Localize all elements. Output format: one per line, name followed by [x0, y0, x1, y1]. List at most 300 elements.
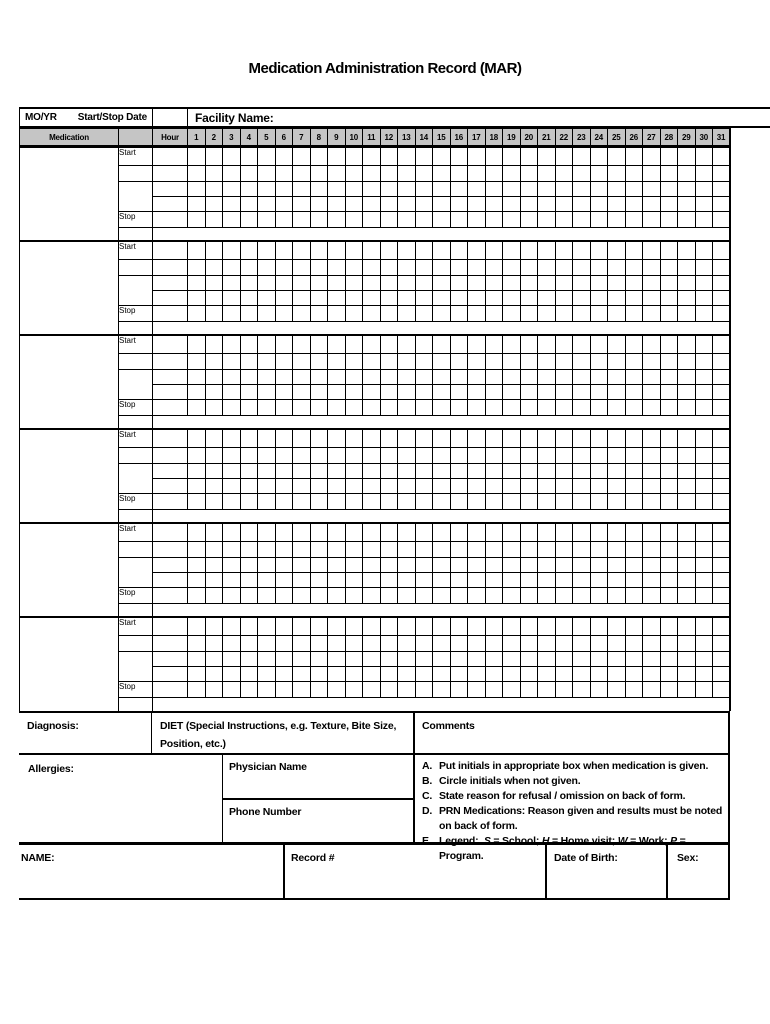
day-cell-block3-r4-day27[interactable]: [643, 385, 661, 400]
day-cell-block3-r3-day12[interactable]: [380, 370, 398, 385]
day-cell-block6-r5-day9[interactable]: [328, 682, 346, 698]
day-cell-block6-r5-day6[interactable]: [275, 682, 293, 698]
day-cell-block4-r4-day28[interactable]: [660, 479, 678, 494]
day-cell-block2-r5-day16[interactable]: [450, 306, 468, 322]
day-cell-block6-r1-day1[interactable]: [188, 617, 206, 636]
day-cell-block1-r4-day8[interactable]: [310, 197, 328, 212]
day-cell-block3-r4-day16[interactable]: [450, 385, 468, 400]
day-cell-block6-r3-day15[interactable]: [433, 652, 451, 667]
day-cell-block6-r3-day9[interactable]: [328, 652, 346, 667]
spacer-cell[interactable]: [153, 322, 731, 335]
day-cell-block5-r2-day23[interactable]: [573, 542, 591, 558]
day-cell-block5-r2-day15[interactable]: [433, 542, 451, 558]
hour-cell[interactable]: [153, 385, 188, 400]
day-cell-block3-r2-day4[interactable]: [240, 354, 258, 370]
day-cell-block2-r3-day1[interactable]: [188, 276, 206, 291]
day-cell-block4-r1-day16[interactable]: [450, 429, 468, 448]
day-cell-block2-r3-day5[interactable]: [258, 276, 276, 291]
day-cell-block5-r3-day14[interactable]: [415, 558, 433, 573]
day-cell-block5-r5-day14[interactable]: [415, 588, 433, 604]
day-cell-block5-r5-day28[interactable]: [660, 588, 678, 604]
day-cell-block5-r1-day14[interactable]: [415, 523, 433, 542]
day-cell-block5-r1-day31[interactable]: [713, 523, 731, 542]
day-cell-block5-r4-day13[interactable]: [398, 573, 416, 588]
day-cell-block5-r2-day1[interactable]: [188, 542, 206, 558]
day-cell-block6-r5-day12[interactable]: [380, 682, 398, 698]
day-cell-block1-r5-day14[interactable]: [415, 212, 433, 228]
day-cell-block1-r5-day16[interactable]: [450, 212, 468, 228]
day-cell-block3-r1-day18[interactable]: [485, 335, 503, 354]
day-cell-block6-r5-day19[interactable]: [503, 682, 521, 698]
day-cell-block6-r4-day26[interactable]: [625, 667, 643, 682]
day-cell-block4-r2-day14[interactable]: [415, 448, 433, 464]
day-cell-block2-r5-day3[interactable]: [223, 306, 241, 322]
day-cell-block6-r1-day13[interactable]: [398, 617, 416, 636]
date-of-birth-field[interactable]: [547, 845, 668, 898]
day-cell-block3-r4-day19[interactable]: [503, 385, 521, 400]
day-cell-block4-r3-day24[interactable]: [590, 464, 608, 479]
day-cell-block6-r4-day24[interactable]: [590, 667, 608, 682]
day-cell-block1-r3-day31[interactable]: [713, 182, 731, 197]
day-cell-block5-r5-day27[interactable]: [643, 588, 661, 604]
day-cell-block1-r5-day22[interactable]: [555, 212, 573, 228]
day-cell-block1-r3-day25[interactable]: [608, 182, 626, 197]
day-cell-block1-r4-day11[interactable]: [363, 197, 381, 212]
day-cell-block5-r3-day18[interactable]: [485, 558, 503, 573]
day-cell-block2-r4-day14[interactable]: [415, 291, 433, 306]
day-cell-block2-r2-day29[interactable]: [678, 260, 696, 276]
day-cell-block6-r2-day2[interactable]: [205, 636, 223, 652]
day-cell-block2-r3-day28[interactable]: [660, 276, 678, 291]
day-cell-block3-r4-day2[interactable]: [205, 385, 223, 400]
day-cell-block2-r3-day21[interactable]: [538, 276, 556, 291]
day-cell-block2-r5-day30[interactable]: [695, 306, 713, 322]
day-cell-block6-r5-day3[interactable]: [223, 682, 241, 698]
day-cell-block6-r1-day26[interactable]: [625, 617, 643, 636]
day-cell-block1-r1-day22[interactable]: [555, 147, 573, 166]
day-cell-block5-r1-day5[interactable]: [258, 523, 276, 542]
day-cell-block3-r4-day23[interactable]: [573, 385, 591, 400]
hour-cell[interactable]: [153, 291, 188, 306]
day-cell-block2-r1-day4[interactable]: [240, 241, 258, 260]
day-cell-block1-r5-day1[interactable]: [188, 212, 206, 228]
day-cell-block1-r2-day26[interactable]: [625, 166, 643, 182]
day-cell-block3-r2-day22[interactable]: [555, 354, 573, 370]
day-cell-block4-r1-day2[interactable]: [205, 429, 223, 448]
day-cell-block6-r1-day4[interactable]: [240, 617, 258, 636]
day-cell-block2-r4-day24[interactable]: [590, 291, 608, 306]
day-cell-block4-r4-day12[interactable]: [380, 479, 398, 494]
day-cell-block5-r3-day25[interactable]: [608, 558, 626, 573]
day-cell-block4-r5-day20[interactable]: [520, 494, 538, 510]
day-cell-block6-r1-day2[interactable]: [205, 617, 223, 636]
day-cell-block2-r4-day12[interactable]: [380, 291, 398, 306]
day-cell-block4-r3-day22[interactable]: [555, 464, 573, 479]
day-cell-block4-r3-day10[interactable]: [345, 464, 363, 479]
day-cell-block3-r2-day10[interactable]: [345, 354, 363, 370]
day-cell-block4-r2-day5[interactable]: [258, 448, 276, 464]
day-cell-block5-r1-day1[interactable]: [188, 523, 206, 542]
day-cell-block2-r2-day19[interactable]: [503, 260, 521, 276]
day-cell-block5-r1-day23[interactable]: [573, 523, 591, 542]
day-cell-block4-r4-day8[interactable]: [310, 479, 328, 494]
day-cell-block2-r1-day20[interactable]: [520, 241, 538, 260]
day-cell-block5-r3-day27[interactable]: [643, 558, 661, 573]
day-cell-block6-r3-day5[interactable]: [258, 652, 276, 667]
day-cell-block1-r3-day13[interactable]: [398, 182, 416, 197]
day-cell-block5-r1-day3[interactable]: [223, 523, 241, 542]
day-cell-block4-r1-day8[interactable]: [310, 429, 328, 448]
day-cell-block2-r4-day21[interactable]: [538, 291, 556, 306]
day-cell-block2-r1-day28[interactable]: [660, 241, 678, 260]
day-cell-block3-r3-day19[interactable]: [503, 370, 521, 385]
day-cell-block1-r5-day2[interactable]: [205, 212, 223, 228]
day-cell-block3-r5-day9[interactable]: [328, 400, 346, 416]
day-cell-block6-r5-day8[interactable]: [310, 682, 328, 698]
day-cell-block1-r2-day30[interactable]: [695, 166, 713, 182]
day-cell-block5-r1-day10[interactable]: [345, 523, 363, 542]
day-cell-block1-r4-day1[interactable]: [188, 197, 206, 212]
day-cell-block3-r3-day11[interactable]: [363, 370, 381, 385]
day-cell-block1-r3-day12[interactable]: [380, 182, 398, 197]
day-cell-block4-r1-day9[interactable]: [328, 429, 346, 448]
day-cell-block2-r1-day24[interactable]: [590, 241, 608, 260]
day-cell-block4-r3-day20[interactable]: [520, 464, 538, 479]
day-cell-block4-r5-day26[interactable]: [625, 494, 643, 510]
day-cell-block6-r1-day10[interactable]: [345, 617, 363, 636]
day-cell-block4-r2-day22[interactable]: [555, 448, 573, 464]
day-cell-block6-r1-day8[interactable]: [310, 617, 328, 636]
day-cell-block6-r2-day12[interactable]: [380, 636, 398, 652]
day-cell-block4-r1-day13[interactable]: [398, 429, 416, 448]
blank-label-cell[interactable]: [119, 182, 153, 212]
day-cell-block1-r3-day18[interactable]: [485, 182, 503, 197]
day-cell-block3-r5-day17[interactable]: [468, 400, 486, 416]
day-cell-block6-r5-day13[interactable]: [398, 682, 416, 698]
day-cell-block2-r2-day18[interactable]: [485, 260, 503, 276]
day-cell-block6-r3-day6[interactable]: [275, 652, 293, 667]
day-cell-block6-r2-day20[interactable]: [520, 636, 538, 652]
day-cell-block2-r4-day19[interactable]: [503, 291, 521, 306]
day-cell-block5-r5-day8[interactable]: [310, 588, 328, 604]
day-cell-block3-r4-day13[interactable]: [398, 385, 416, 400]
day-cell-block4-r4-day9[interactable]: [328, 479, 346, 494]
day-cell-block1-r2-day8[interactable]: [310, 166, 328, 182]
day-cell-block5-r1-day24[interactable]: [590, 523, 608, 542]
day-cell-block2-r5-day5[interactable]: [258, 306, 276, 322]
day-cell-block4-r2-day24[interactable]: [590, 448, 608, 464]
blank-label-cell[interactable]: [119, 322, 153, 335]
day-cell-block4-r5-day4[interactable]: [240, 494, 258, 510]
day-cell-block3-r2-day14[interactable]: [415, 354, 433, 370]
day-cell-block3-r3-day15[interactable]: [433, 370, 451, 385]
day-cell-block1-r4-day18[interactable]: [485, 197, 503, 212]
day-cell-block6-r1-day15[interactable]: [433, 617, 451, 636]
hour-cell[interactable]: [153, 306, 188, 322]
day-cell-block2-r1-day18[interactable]: [485, 241, 503, 260]
day-cell-block1-r1-day14[interactable]: [415, 147, 433, 166]
day-cell-block2-r3-day24[interactable]: [590, 276, 608, 291]
day-cell-block5-r4-day18[interactable]: [485, 573, 503, 588]
day-cell-block5-r3-day26[interactable]: [625, 558, 643, 573]
day-cell-block5-r3-day8[interactable]: [310, 558, 328, 573]
blank-label-cell[interactable]: [119, 698, 153, 711]
day-cell-block2-r3-day25[interactable]: [608, 276, 626, 291]
day-cell-block3-r3-day4[interactable]: [240, 370, 258, 385]
day-cell-block5-r4-day21[interactable]: [538, 573, 556, 588]
day-cell-block6-r4-day2[interactable]: [205, 667, 223, 682]
day-cell-block2-r3-day9[interactable]: [328, 276, 346, 291]
day-cell-block2-r1-day19[interactable]: [503, 241, 521, 260]
day-cell-block4-r4-day18[interactable]: [485, 479, 503, 494]
comments-field[interactable]: [415, 713, 728, 753]
day-cell-block2-r2-day24[interactable]: [590, 260, 608, 276]
day-cell-block5-r3-day9[interactable]: [328, 558, 346, 573]
day-cell-block2-r3-day19[interactable]: [503, 276, 521, 291]
day-cell-block3-r2-day9[interactable]: [328, 354, 346, 370]
day-cell-block1-r2-day19[interactable]: [503, 166, 521, 182]
day-cell-block1-r1-day3[interactable]: [223, 147, 241, 166]
day-cell-block5-r2-day28[interactable]: [660, 542, 678, 558]
day-cell-block4-r1-day19[interactable]: [503, 429, 521, 448]
day-cell-block5-r2-day14[interactable]: [415, 542, 433, 558]
day-cell-block4-r3-day29[interactable]: [678, 464, 696, 479]
day-cell-block5-r2-day30[interactable]: [695, 542, 713, 558]
day-cell-block1-r5-day4[interactable]: [240, 212, 258, 228]
day-cell-block4-r2-day27[interactable]: [643, 448, 661, 464]
day-cell-block5-r4-day17[interactable]: [468, 573, 486, 588]
day-cell-block6-r3-day18[interactable]: [485, 652, 503, 667]
day-cell-block4-r1-day14[interactable]: [415, 429, 433, 448]
day-cell-block6-r5-day26[interactable]: [625, 682, 643, 698]
day-cell-block5-r5-day19[interactable]: [503, 588, 521, 604]
day-cell-block5-r1-day9[interactable]: [328, 523, 346, 542]
day-cell-block5-r2-day8[interactable]: [310, 542, 328, 558]
day-cell-block4-r4-day15[interactable]: [433, 479, 451, 494]
day-cell-block1-r3-day30[interactable]: [695, 182, 713, 197]
day-cell-block6-r1-day16[interactable]: [450, 617, 468, 636]
day-cell-block6-r2-day11[interactable]: [363, 636, 381, 652]
day-cell-block1-r3-day26[interactable]: [625, 182, 643, 197]
day-cell-block5-r1-day18[interactable]: [485, 523, 503, 542]
day-cell-block3-r5-day23[interactable]: [573, 400, 591, 416]
day-cell-block5-r1-day20[interactable]: [520, 523, 538, 542]
day-cell-block5-r5-day20[interactable]: [520, 588, 538, 604]
day-cell-block3-r2-day21[interactable]: [538, 354, 556, 370]
day-cell-block5-r2-day10[interactable]: [345, 542, 363, 558]
day-cell-block5-r3-day28[interactable]: [660, 558, 678, 573]
day-cell-block6-r2-day5[interactable]: [258, 636, 276, 652]
day-cell-block6-r2-day16[interactable]: [450, 636, 468, 652]
day-cell-block3-r4-day9[interactable]: [328, 385, 346, 400]
day-cell-block4-r3-day15[interactable]: [433, 464, 451, 479]
hour-cell[interactable]: [153, 617, 188, 636]
day-cell-block6-r2-day24[interactable]: [590, 636, 608, 652]
day-cell-block5-r4-day5[interactable]: [258, 573, 276, 588]
day-cell-block6-r5-day24[interactable]: [590, 682, 608, 698]
day-cell-block5-r4-day4[interactable]: [240, 573, 258, 588]
day-cell-block6-r5-day5[interactable]: [258, 682, 276, 698]
day-cell-block6-r5-day15[interactable]: [433, 682, 451, 698]
day-cell-block1-r3-day9[interactable]: [328, 182, 346, 197]
day-cell-block6-r5-day4[interactable]: [240, 682, 258, 698]
day-cell-block2-r1-day14[interactable]: [415, 241, 433, 260]
day-cell-block5-r5-day24[interactable]: [590, 588, 608, 604]
day-cell-block3-r2-day3[interactable]: [223, 354, 241, 370]
day-cell-block1-r4-day17[interactable]: [468, 197, 486, 212]
day-cell-block3-r1-day11[interactable]: [363, 335, 381, 354]
day-cell-block1-r4-day30[interactable]: [695, 197, 713, 212]
day-cell-block1-r2-day11[interactable]: [363, 166, 381, 182]
day-cell-block4-r5-day7[interactable]: [293, 494, 311, 510]
day-cell-block4-r2-day20[interactable]: [520, 448, 538, 464]
day-cell-block5-r2-day22[interactable]: [555, 542, 573, 558]
day-cell-block3-r2-day17[interactable]: [468, 354, 486, 370]
day-cell-block1-r4-day5[interactable]: [258, 197, 276, 212]
day-cell-block1-r4-day22[interactable]: [555, 197, 573, 212]
day-cell-block3-r3-day13[interactable]: [398, 370, 416, 385]
day-cell-block5-r3-day22[interactable]: [555, 558, 573, 573]
day-cell-block2-r5-day2[interactable]: [205, 306, 223, 322]
day-cell-block3-r3-day28[interactable]: [660, 370, 678, 385]
day-cell-block1-r4-day24[interactable]: [590, 197, 608, 212]
day-cell-block2-r4-day3[interactable]: [223, 291, 241, 306]
day-cell-block3-r3-day6[interactable]: [275, 370, 293, 385]
day-cell-block2-r1-day30[interactable]: [695, 241, 713, 260]
day-cell-block1-r5-day6[interactable]: [275, 212, 293, 228]
day-cell-block1-r1-day6[interactable]: [275, 147, 293, 166]
day-cell-block1-r3-day7[interactable]: [293, 182, 311, 197]
day-cell-block3-r2-day27[interactable]: [643, 354, 661, 370]
day-cell-block6-r3-day20[interactable]: [520, 652, 538, 667]
day-cell-block6-r5-day21[interactable]: [538, 682, 556, 698]
day-cell-block5-r4-day15[interactable]: [433, 573, 451, 588]
day-cell-block5-r3-day15[interactable]: [433, 558, 451, 573]
day-cell-block2-r1-day13[interactable]: [398, 241, 416, 260]
day-cell-block6-r5-day2[interactable]: [205, 682, 223, 698]
day-cell-block5-r4-day12[interactable]: [380, 573, 398, 588]
day-cell-block2-r5-day13[interactable]: [398, 306, 416, 322]
day-cell-block4-r1-day4[interactable]: [240, 429, 258, 448]
day-cell-block1-r5-day19[interactable]: [503, 212, 521, 228]
hour-cell[interactable]: [153, 241, 188, 260]
day-cell-block5-r5-day3[interactable]: [223, 588, 241, 604]
day-cell-block3-r2-day5[interactable]: [258, 354, 276, 370]
day-cell-block6-r2-day21[interactable]: [538, 636, 556, 652]
blank-label-cell[interactable]: [119, 354, 153, 370]
blank-label-cell[interactable]: [119, 228, 153, 241]
day-cell-block1-r4-day19[interactable]: [503, 197, 521, 212]
day-cell-block5-r5-day26[interactable]: [625, 588, 643, 604]
day-cell-block1-r1-day26[interactable]: [625, 147, 643, 166]
day-cell-block3-r1-day19[interactable]: [503, 335, 521, 354]
day-cell-block1-r2-day10[interactable]: [345, 166, 363, 182]
medication-name-cell[interactable]: [20, 335, 119, 429]
day-cell-block1-r1-day15[interactable]: [433, 147, 451, 166]
day-cell-block4-r4-day21[interactable]: [538, 479, 556, 494]
day-cell-block4-r3-day25[interactable]: [608, 464, 626, 479]
day-cell-block3-r4-day28[interactable]: [660, 385, 678, 400]
day-cell-block4-r4-day27[interactable]: [643, 479, 661, 494]
day-cell-block5-r2-day17[interactable]: [468, 542, 486, 558]
day-cell-block5-r3-day6[interactable]: [275, 558, 293, 573]
day-cell-block4-r1-day25[interactable]: [608, 429, 626, 448]
day-cell-block3-r5-day13[interactable]: [398, 400, 416, 416]
day-cell-block3-r4-day10[interactable]: [345, 385, 363, 400]
blank-label-cell[interactable]: [119, 558, 153, 588]
day-cell-block4-r4-day7[interactable]: [293, 479, 311, 494]
day-cell-block3-r1-day28[interactable]: [660, 335, 678, 354]
day-cell-block2-r5-day4[interactable]: [240, 306, 258, 322]
day-cell-block3-r3-day25[interactable]: [608, 370, 626, 385]
blank-label-cell[interactable]: [119, 448, 153, 464]
day-cell-block6-r4-day12[interactable]: [380, 667, 398, 682]
day-cell-block6-r5-day17[interactable]: [468, 682, 486, 698]
day-cell-block6-r4-day25[interactable]: [608, 667, 626, 682]
day-cell-block3-r2-day28[interactable]: [660, 354, 678, 370]
day-cell-block3-r3-day8[interactable]: [310, 370, 328, 385]
day-cell-block3-r5-day19[interactable]: [503, 400, 521, 416]
hour-cell[interactable]: [153, 588, 188, 604]
day-cell-block6-r4-day9[interactable]: [328, 667, 346, 682]
day-cell-block3-r5-day31[interactable]: [713, 400, 731, 416]
day-cell-block5-r1-day21[interactable]: [538, 523, 556, 542]
day-cell-block4-r3-day11[interactable]: [363, 464, 381, 479]
day-cell-block5-r5-day29[interactable]: [678, 588, 696, 604]
day-cell-block3-r1-day20[interactable]: [520, 335, 538, 354]
day-cell-block1-r3-day19[interactable]: [503, 182, 521, 197]
day-cell-block5-r3-day12[interactable]: [380, 558, 398, 573]
day-cell-block5-r4-day24[interactable]: [590, 573, 608, 588]
day-cell-block1-r1-day29[interactable]: [678, 147, 696, 166]
day-cell-block2-r3-day13[interactable]: [398, 276, 416, 291]
day-cell-block5-r1-day29[interactable]: [678, 523, 696, 542]
day-cell-block4-r4-day2[interactable]: [205, 479, 223, 494]
day-cell-block3-r1-day9[interactable]: [328, 335, 346, 354]
day-cell-block3-r5-day7[interactable]: [293, 400, 311, 416]
day-cell-block1-r3-day24[interactable]: [590, 182, 608, 197]
day-cell-block2-r4-day13[interactable]: [398, 291, 416, 306]
day-cell-block2-r1-day31[interactable]: [713, 241, 731, 260]
day-cell-block1-r2-day16[interactable]: [450, 166, 468, 182]
day-cell-block6-r3-day8[interactable]: [310, 652, 328, 667]
day-cell-block2-r4-day7[interactable]: [293, 291, 311, 306]
day-cell-block2-r2-day9[interactable]: [328, 260, 346, 276]
day-cell-block2-r5-day20[interactable]: [520, 306, 538, 322]
day-cell-block4-r3-day19[interactable]: [503, 464, 521, 479]
hour-cell[interactable]: [153, 212, 188, 228]
day-cell-block4-r5-day14[interactable]: [415, 494, 433, 510]
day-cell-block3-r1-day15[interactable]: [433, 335, 451, 354]
day-cell-block1-r1-day23[interactable]: [573, 147, 591, 166]
day-cell-block5-r2-day4[interactable]: [240, 542, 258, 558]
day-cell-block4-r3-day30[interactable]: [695, 464, 713, 479]
day-cell-block4-r3-day28[interactable]: [660, 464, 678, 479]
day-cell-block6-r3-day27[interactable]: [643, 652, 661, 667]
day-cell-block5-r4-day19[interactable]: [503, 573, 521, 588]
day-cell-block4-r4-day5[interactable]: [258, 479, 276, 494]
day-cell-block4-r4-day19[interactable]: [503, 479, 521, 494]
day-cell-block4-r1-day20[interactable]: [520, 429, 538, 448]
day-cell-block2-r5-day18[interactable]: [485, 306, 503, 322]
day-cell-block5-r5-day4[interactable]: [240, 588, 258, 604]
day-cell-block2-r5-day22[interactable]: [555, 306, 573, 322]
day-cell-block1-r1-day27[interactable]: [643, 147, 661, 166]
day-cell-block5-r3-day24[interactable]: [590, 558, 608, 573]
day-cell-block1-r3-day20[interactable]: [520, 182, 538, 197]
day-cell-block4-r5-day9[interactable]: [328, 494, 346, 510]
day-cell-block5-r4-day1[interactable]: [188, 573, 206, 588]
